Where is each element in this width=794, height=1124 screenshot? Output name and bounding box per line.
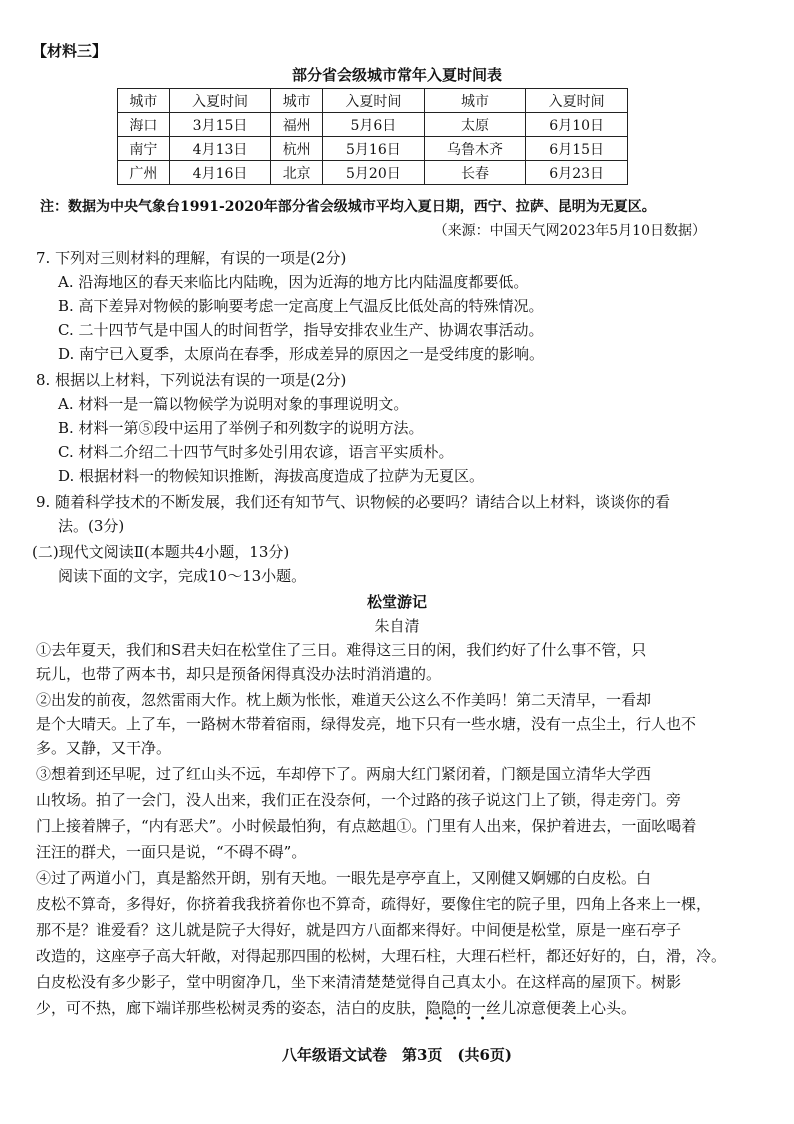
table-header-cell: 城市 bbox=[118, 89, 170, 113]
table-cell: 太原 bbox=[424, 113, 526, 137]
table-cell: 3月15日 bbox=[169, 113, 271, 137]
table-source: （来源：中国天气网2023年5月10日数据） bbox=[433, 223, 706, 239]
article-line: 山牧场。拍了一会门，没人出来，我们正在没奈何，一个过路的孩子说这门上了锁，得走旁门。旁 bbox=[36, 791, 682, 809]
table-cell: 福州 bbox=[271, 113, 323, 137]
table-row bbox=[118, 137, 628, 161]
table-cell: 6月23日 bbox=[526, 161, 628, 185]
section-2-heading: (二)现代文阅读Ⅱ(本题共4小题，13分) bbox=[32, 543, 290, 561]
emphasis-dots: ••••• bbox=[424, 1014, 494, 1025]
question-9-stem: 9. 随着科学技术的不断发展，我们还有知节气、识物候的必要吗？请结合以上材料，谈谈你的看 bbox=[36, 493, 671, 511]
article-line: 白皮松没有多少影子，堂中明窗净几，坐下来清清楚楚觉得自己真太小。在这样高的屋顶下。树影 bbox=[36, 973, 682, 991]
table-title: 部分省会级城市常年入夏时间表 bbox=[291, 66, 502, 84]
table-cell: 长春 bbox=[424, 161, 526, 185]
section-2-instruction: 阅读下面的文字，完成10～13小题。 bbox=[58, 567, 307, 585]
table-row bbox=[118, 161, 628, 185]
table-header-cell: 城市 bbox=[424, 89, 526, 113]
question-7-option-b: B. 高下差异对物候的影响要考虑一定高度上气温反比低处高的特殊情况。 bbox=[58, 297, 544, 315]
city-summer-table bbox=[117, 88, 628, 185]
question-8-option-a: A. 材料一是一篇以物候学为说明对象的事理说明文。 bbox=[58, 395, 409, 413]
table-cell: 4月16日 bbox=[169, 161, 271, 185]
article-line: 玩儿，也带了两本书，却只是预备闲得真没办法时消消遣的。 bbox=[36, 665, 442, 683]
question-8-stem: 8. 根据以上材料，下列说法有误的一项是(2分) bbox=[36, 371, 347, 389]
table-header-cell: 城市 bbox=[271, 89, 323, 113]
article-line: 皮松不算奇，多得好，你挤着我我挤着你也不算奇，疏得好，要像住宅的院子里，四角上各来上一棵， bbox=[36, 895, 712, 913]
table-cell: 杭州 bbox=[271, 137, 323, 161]
table-header-cell: 入夏时间 bbox=[323, 89, 425, 113]
question-7-option-a: A. 沿海地区的春天来临比内陆晚，因为近海的地方比内陆温度都要低。 bbox=[58, 273, 529, 291]
article-line: ③想着到还早呢，过了红山头不远，车却停下了。两扇大红门紧闭着，门额是国立清华大学西 bbox=[36, 765, 652, 783]
table-row bbox=[118, 113, 628, 137]
article-line: 改造的，这座亭子高大轩敞，对得起那四围的松树，大理石柱，大理石栏杆，都还好好的，白，滑，冷。 bbox=[36, 947, 727, 965]
page-footer: 八年级语文试卷 第3页 (共6页) bbox=[281, 1046, 513, 1064]
article-author: 朱自清 bbox=[374, 617, 420, 635]
question-8-option-b: B. 材料一第⑤段中运用了举例子和列数字的说明方法。 bbox=[58, 419, 424, 437]
question-7-option-c: C. 二十四节气是中国人的时间哲学，指导安排农业生产、协调农事活动。 bbox=[58, 321, 544, 339]
material-three-tag: 【材料三】 bbox=[32, 42, 108, 60]
table-header-cell: 入夏时间 bbox=[526, 89, 628, 113]
question-7-option-d: D. 南宁已入夏季，太原尚在春季，形成差异的原因之一是受纬度的影响。 bbox=[58, 345, 545, 363]
article-line: ①去年夏天，我们和S君夫妇在松堂住了三日。难得这三日的闲，我们约好了什么事不管，只 bbox=[36, 641, 647, 659]
table-cell: 北京 bbox=[271, 161, 323, 185]
table-cell: 5月20日 bbox=[323, 161, 425, 185]
article-line: 少，可不热，廊下端详那些松树灵秀的姿态，洁白的皮肤，隐隐的一丝儿凉意便袭上心头。 bbox=[36, 999, 637, 1017]
table-header-row bbox=[118, 89, 628, 113]
article-line: ④过了两道小门，真是豁然开朗，别有天地。一眼先是亭亭直上，又刚健又婀娜的白皮松。白 bbox=[36, 869, 652, 887]
table-header-cell: 入夏时间 bbox=[169, 89, 271, 113]
table-cell: 6月15日 bbox=[526, 137, 628, 161]
table-cell: 广州 bbox=[118, 161, 170, 185]
article-title: 松堂游记 bbox=[366, 593, 427, 611]
article-line: 门上接着牌子，“内有恶犬”。小时候最怕狗，有点趑趄①。门里有人出来，保护着进去，一面吆喝着 bbox=[36, 817, 697, 835]
article-line: 那不是？谁爱看？这儿就是院子大得好，就是四方八面都来得好。中间便是松堂，原是一座石亭子 bbox=[36, 921, 682, 939]
table-cell: 乌鲁木齐 bbox=[424, 137, 526, 161]
question-8-option-c: C. 材料二介绍二十四节气时多处引用农谚，语言平实质朴。 bbox=[58, 443, 454, 461]
table-cell: 5月6日 bbox=[323, 113, 425, 137]
table-note: 注：数据为中央气象台1991-2020年部分省会级城市平均入夏日期，西宁、拉萨、昆明为无夏区。 bbox=[40, 199, 656, 215]
table-cell: 南宁 bbox=[118, 137, 170, 161]
article-line: 是个大晴天。上了车，一路树木带着宿雨，绿得发亮，地下只有一些水塘，没有一点尘土，行人也不 bbox=[36, 715, 697, 733]
table-cell: 5月16日 bbox=[323, 137, 425, 161]
article-line: 多。又静，又干净。 bbox=[36, 739, 172, 757]
table-cell: 4月13日 bbox=[169, 137, 271, 161]
table-cell: 海口 bbox=[118, 113, 170, 137]
article-line: 汪汪的群犬，一面只是说，“不碍不碍”。 bbox=[36, 843, 307, 861]
question-9-stem-cont: 法。(3分) bbox=[58, 517, 125, 535]
question-8-option-d: D. 根据材料一的物候知识推断，海拔高度造成了拉萨为无夏区。 bbox=[58, 467, 485, 485]
article-line: ②出发的前夜，忽然雷雨大作。枕上颇为怅怅，难道天公这么不作美吗！第二天清早，一看却 bbox=[36, 691, 652, 709]
table-cell: 6月10日 bbox=[526, 113, 628, 137]
question-7-stem: 7. 下列对三则材料的理解，有误的一项是(2分) bbox=[36, 249, 347, 267]
